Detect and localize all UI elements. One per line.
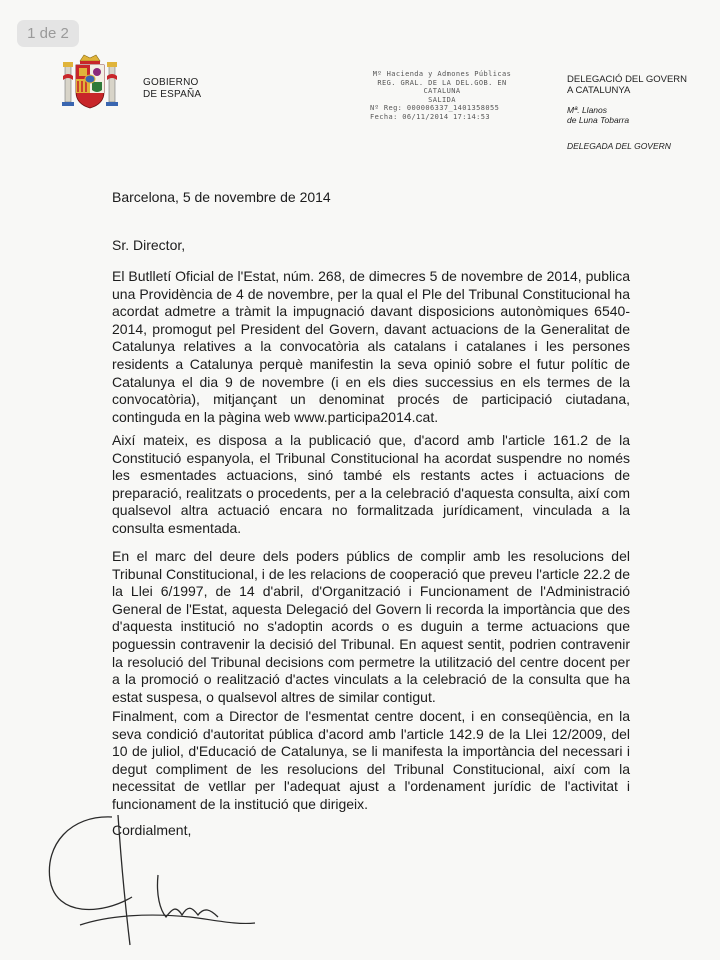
letter-date: Barcelona, 5 de novembre de 2014 xyxy=(112,189,331,205)
salutation: Sr. Director, xyxy=(112,237,186,253)
stamp-line: REG. GRAL. DE LA DEL.GOB. EN xyxy=(377,78,507,87)
page-indicator[interactable]: 1 de 2 xyxy=(17,20,79,47)
paragraph-1: El Butlletí Oficial de l'Estat, núm. 268, de dimecres 5 de novembre de 2014, publica una Providència de 4 de novembre, per la qual el Ple del Tribunal Constitucional ha acordat admetre a tràmit la impugnació davant disposicions autonòmiques 6540-2014, promogut pel President del Govern, davant actuacions de la Generalitat de Catalunya relatives a la convocatòria als catalans i catalanes i les persones residents a Catalunya perquè manifestin la seva opinió sobre el futur polític de Catalunya el dia 9 de novembre (i en els dies successius en els termes de la convocatòria), mitjançant un denominat procés de participació ciutadana, continguda en la pàgina web www.participa2014.cat. xyxy=(112,268,630,425)
paragraph-4: Finalment, com a Director de l'esmentat centre docent, i en conseqüència, en la seva condició d'autoritat pública d'acord amb l'article 142.9 de la Llei 12/2009, del 10 de juliol, d'Educació de Catalunya, se li manifesta la importància del necessari i degut compliment de les resolucions del Tribunal Constitucional, així com la necessitat de vetllar per l'adequat ajust a l'ordenament jurídic de l'activitat i funcionament de la institució que dirigeix. xyxy=(112,708,630,812)
government-name xyxy=(143,77,201,101)
paragraph-3: En el marc del deure dels poders públics de complir amb les resolucions del Tribunal Constitucional, i de les relacions de cooperació que preveu l'article 22.2 de la Llei 6/1997, de 14 d'abril, d'Organització i Funcionament de l'Administració General de l'Estat, aquesta Delegació del Govern li recorda la importància que des d'aquesta institució no s'adoptin acords o es duguin a terme actuacions que poguessin contravenir la decisió del Tribunal. En aquest sentit, podrien contravenir la resolució del Tribunal decisions com permetre la utilització del centre docent per a la promoció o realització d'actes vinculats a la celebració de la consulta que ha estat suspesa, o qualsevol altres de similar contigut. xyxy=(112,548,630,705)
official-name-line-1: Mª. Llanos xyxy=(567,105,607,115)
delegation-line-1: DELEGACIÓ DEL GOVERN xyxy=(567,74,688,85)
signature-icon xyxy=(40,805,260,955)
stamp-date: Fecha: 06/11/2014 17:14:53 xyxy=(370,112,490,121)
delegation-line-2: A CATALUNYA xyxy=(567,85,631,96)
stamp-line: SALIDA xyxy=(428,95,456,104)
official-role: DELEGADA DEL GOVERN xyxy=(567,141,671,151)
paragraph-2: Així mateix, es disposa a la publicació que, d'acord amb l'article 161.2 de la Constitució espanyola, el Tribunal Constitucional ha acordat suspendre no només les esmentades actuacions, sinó també els restants actes i actuacions de preparació, realitzats o procedents, per a la celebració d'aquesta consulta, així com qualsevol altra actuació encara no formalitzada jurídicament, vinculada a la consulta esmentada. xyxy=(112,432,630,536)
government-line-2: DE ESPAÑA xyxy=(143,89,202,100)
official-name xyxy=(567,105,687,125)
stamp-registration-number: Nº Reg: 000006337_1401358055 xyxy=(370,104,500,113)
delegation-header xyxy=(567,74,687,152)
closing: Cordialment, xyxy=(112,822,192,838)
stamp-line: Mº Hacienda y Admones Públicas xyxy=(372,70,512,78)
official-name-line-2: de Luna Tobarra xyxy=(567,115,630,125)
stamp-line: CATALUNA xyxy=(423,87,461,96)
registry-stamp xyxy=(362,70,522,122)
coat-of-arms-icon xyxy=(62,52,118,110)
government-line-1: GOBIERNO xyxy=(143,77,199,88)
